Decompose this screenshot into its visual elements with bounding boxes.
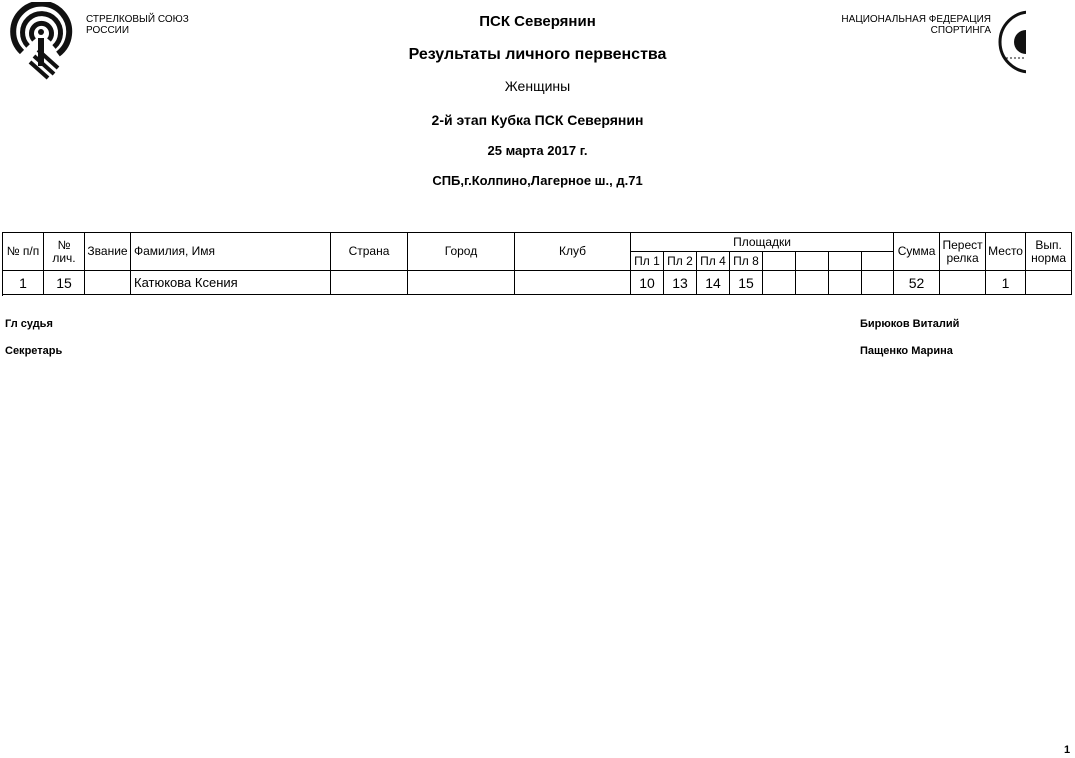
col-stand-7 <box>829 252 862 271</box>
cell-stand-4: 15 <box>730 271 763 295</box>
event-date: 25 марта 2017 г. <box>487 143 588 158</box>
org-left-name: СТРЕЛКОВЫЙ СОЮЗ РОССИИ <box>86 14 189 36</box>
secretary-label: Секретарь <box>5 345 63 357</box>
cell-rank <box>85 271 131 295</box>
secretary-name: Пащенко Марина <box>860 345 953 357</box>
col-stand-6 <box>796 252 829 271</box>
cell-num-lich: 15 <box>44 271 85 295</box>
cell-num-pp: 1 <box>3 271 44 295</box>
table-header-row <box>3 233 1072 252</box>
col-stand-4: Пл 8 <box>730 252 763 271</box>
category-label: Женщины <box>504 78 571 94</box>
cell-country <box>331 271 408 295</box>
table-left-border <box>2 232 7 296</box>
cell-stand-8 <box>862 271 894 295</box>
cell-city <box>408 271 515 295</box>
col-stand-8 <box>862 252 894 271</box>
col-place: Место <box>986 233 1026 271</box>
col-sum: Сумма <box>894 233 940 271</box>
judge-name: Бирюков Виталий <box>860 318 960 330</box>
cell-club <box>515 271 631 295</box>
cell-stand-7 <box>829 271 862 295</box>
cell-stand-5 <box>763 271 796 295</box>
col-club: Клуб <box>515 233 631 271</box>
table-row <box>3 271 1072 295</box>
judge-label: Гл судья <box>5 318 53 330</box>
org-right-name: НАЦИОНАЛЬНАЯ ФЕДЕРАЦИЯ СПОРТИНГА <box>841 14 991 36</box>
col-num-pp: № п/п <box>3 233 44 271</box>
col-country: Страна <box>331 233 408 271</box>
event-location: СПБ,г.Колпино,Лагерное ш., д.71 <box>432 173 643 188</box>
col-stand-1: Пл 1 <box>631 252 664 271</box>
club-title: ПСК Северянин <box>479 13 596 30</box>
cell-stand-6 <box>796 271 829 295</box>
cell-stand-1: 10 <box>631 271 664 295</box>
cell-place: 1 <box>986 271 1026 295</box>
col-num-lich: № лич. <box>44 233 85 271</box>
page-number: 1 <box>1064 744 1071 756</box>
col-stand-3: Пл 4 <box>697 252 730 271</box>
col-norm: Вып. норма <box>1026 233 1072 271</box>
col-stand-2: Пл 2 <box>664 252 697 271</box>
cell-stand-3: 14 <box>697 271 730 295</box>
col-city: Город <box>408 233 515 271</box>
results-table <box>2 232 1072 295</box>
cell-norm <box>1026 271 1072 295</box>
col-name: Фамилия, Имя <box>131 233 331 271</box>
cell-name: Катюкова Ксения <box>131 271 331 295</box>
cell-shootoff <box>940 271 986 295</box>
col-shootoff: Перестрелка <box>940 233 986 271</box>
col-stand-5 <box>763 252 796 271</box>
event-title: 2-й этап Кубка ПСК Северянин <box>431 112 644 128</box>
col-rank: Звание <box>85 233 131 271</box>
cell-sum: 52 <box>894 271 940 295</box>
page-title: Результаты личного первенства <box>408 46 667 63</box>
cell-stand-2: 13 <box>664 271 697 295</box>
col-stands-group: Площадки <box>631 233 894 252</box>
